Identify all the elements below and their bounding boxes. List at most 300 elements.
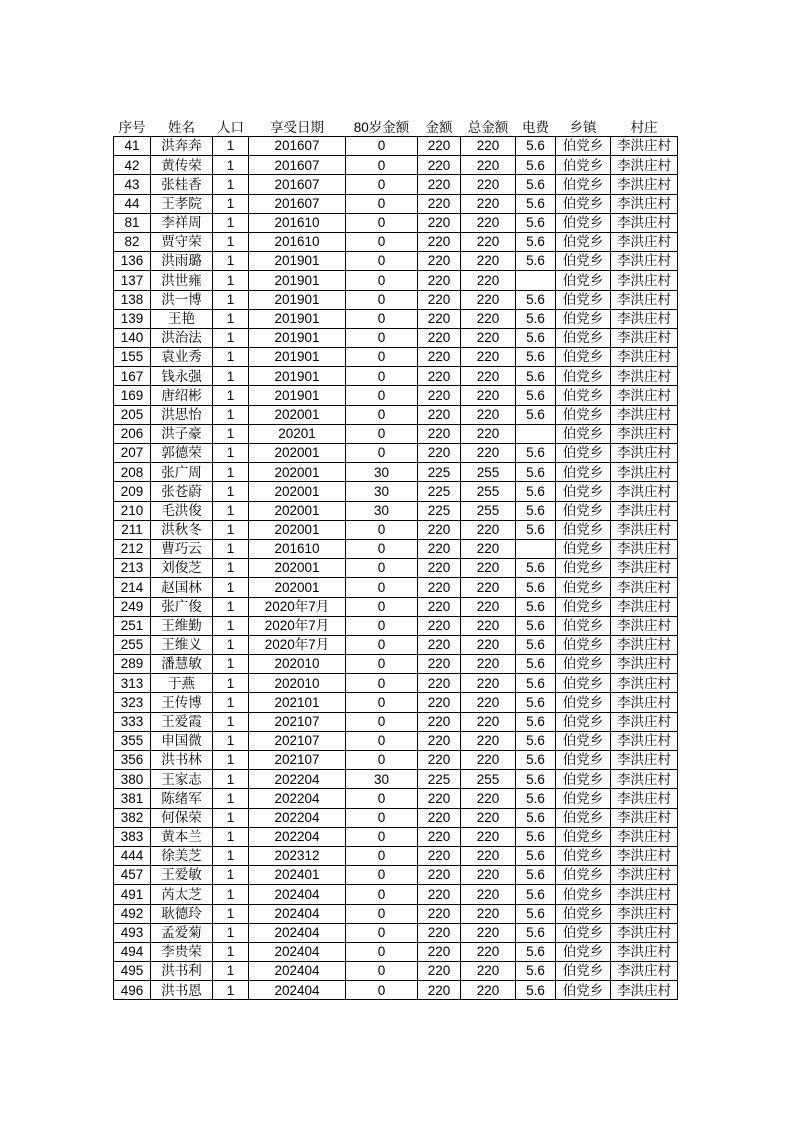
- cell-amount-80: 0: [346, 808, 418, 827]
- cell-township: 伯党乡: [556, 156, 611, 175]
- cell-total-amount: 220: [461, 635, 516, 654]
- cell-amount-80: 0: [346, 252, 418, 271]
- cell-population: 1: [213, 981, 249, 1000]
- cell-serial-number: 167: [114, 367, 151, 386]
- cell-benefit-date: 201607: [249, 137, 346, 156]
- cell-total-amount: 220: [461, 923, 516, 942]
- cell-amount-80: 30: [346, 770, 418, 789]
- cell-amount: 220: [418, 751, 461, 770]
- cell-amount-80: 0: [346, 655, 418, 674]
- cell-amount-80: 0: [346, 213, 418, 232]
- cell-electricity-fee: 5.6: [516, 981, 556, 1000]
- column-header-amount: 金额: [425, 120, 453, 135]
- cell-benefit-date: 201610: [249, 539, 346, 558]
- cell-total-amount: 220: [461, 789, 516, 808]
- cell-amount: 220: [418, 635, 461, 654]
- column-header-township: 乡镇: [569, 120, 597, 135]
- cell-township: 伯党乡: [556, 751, 611, 770]
- cell-village: 李洪庄村: [611, 386, 678, 405]
- column-header-population: 人口: [217, 120, 244, 135]
- cell-township: 伯党乡: [556, 175, 611, 194]
- cell-township: 伯党乡: [556, 904, 611, 923]
- cell-serial-number: 137: [114, 271, 151, 290]
- table-row: [114, 213, 678, 232]
- cell-village: 李洪庄村: [611, 578, 678, 597]
- cell-name: 孟爱菊: [151, 923, 213, 942]
- table-row: [114, 290, 678, 309]
- cell-benefit-date: 202001: [249, 578, 346, 597]
- cell-village: 李洪庄村: [611, 751, 678, 770]
- cell-amount-80: 0: [346, 751, 418, 770]
- cell-name: 钱永强: [151, 367, 213, 386]
- cell-total-amount: 220: [461, 232, 516, 251]
- cell-population: 1: [213, 635, 249, 654]
- cell-population: 1: [213, 213, 249, 232]
- cell-amount: 220: [418, 616, 461, 635]
- cell-name: 赵国林: [151, 578, 213, 597]
- cell-total-amount: 220: [461, 405, 516, 424]
- cell-name: 洪子豪: [151, 424, 213, 443]
- table-row: [114, 424, 678, 443]
- cell-township: 伯党乡: [556, 770, 611, 789]
- cell-benefit-date: 202404: [249, 904, 346, 923]
- cell-amount-80: 0: [346, 635, 418, 654]
- cell-township: 伯党乡: [556, 424, 611, 443]
- cell-total-amount: 220: [461, 444, 516, 463]
- cell-total-amount: 220: [461, 885, 516, 904]
- cell-serial-number: 496: [114, 981, 151, 1000]
- cell-serial-number: 313: [114, 674, 151, 693]
- cell-township: 伯党乡: [556, 271, 611, 290]
- cell-serial-number: 139: [114, 309, 151, 328]
- cell-name: 张广俊: [151, 597, 213, 616]
- cell-serial-number: 81: [114, 213, 151, 232]
- cell-population: 1: [213, 463, 249, 482]
- cell-serial-number: 211: [114, 520, 151, 539]
- cell-amount: 220: [418, 962, 461, 981]
- cell-village: 李洪庄村: [611, 655, 678, 674]
- cell-population: 1: [213, 789, 249, 808]
- cell-serial-number: 249: [114, 597, 151, 616]
- cell-township: 伯党乡: [556, 616, 611, 635]
- cell-amount: 220: [418, 942, 461, 961]
- cell-village: 李洪庄村: [611, 923, 678, 942]
- cell-village: 李洪庄村: [611, 885, 678, 904]
- cell-amount-80: 0: [346, 962, 418, 981]
- cell-total-amount: 220: [461, 866, 516, 885]
- cell-village: 李洪庄村: [611, 520, 678, 539]
- cell-village: 李洪庄村: [611, 213, 678, 232]
- cell-village: 李洪庄村: [611, 405, 678, 424]
- cell-village: 李洪庄村: [611, 693, 678, 712]
- table-row: [114, 559, 678, 578]
- cell-township: 伯党乡: [556, 559, 611, 578]
- cell-township: 伯党乡: [556, 942, 611, 961]
- cell-population: 1: [213, 175, 249, 194]
- table-row: [114, 463, 678, 482]
- cell-electricity-fee: 5.6: [516, 693, 556, 712]
- cell-amount: 220: [418, 290, 461, 309]
- cell-population: 1: [213, 578, 249, 597]
- cell-amount: 220: [418, 674, 461, 693]
- cell-electricity-fee: 5.6: [516, 194, 556, 213]
- cell-total-amount: 220: [461, 194, 516, 213]
- cell-amount-80: 0: [346, 290, 418, 309]
- cell-population: 1: [213, 597, 249, 616]
- cell-total-amount: 220: [461, 904, 516, 923]
- cell-serial-number: 136: [114, 252, 151, 271]
- cell-amount-80: 30: [346, 482, 418, 501]
- table-row: [114, 309, 678, 328]
- cell-population: 1: [213, 808, 249, 827]
- table-row: [114, 405, 678, 424]
- cell-electricity-fee: 5.6: [516, 213, 556, 232]
- cell-amount: 220: [418, 981, 461, 1000]
- cell-electricity-fee: 5.6: [516, 942, 556, 961]
- table-row: [114, 827, 678, 846]
- cell-amount-80: 0: [346, 904, 418, 923]
- cell-population: 1: [213, 252, 249, 271]
- cell-electricity-fee: 5.6: [516, 232, 556, 251]
- cell-amount-80: 0: [346, 175, 418, 194]
- column-header-name: 姓名: [168, 120, 195, 135]
- cell-village: 李洪庄村: [611, 712, 678, 731]
- table-row: [114, 539, 678, 558]
- cell-benefit-date: 201901: [249, 271, 346, 290]
- cell-benefit-date: 201901: [249, 328, 346, 347]
- cell-name: 王艳: [151, 309, 213, 328]
- cell-township: 伯党乡: [556, 712, 611, 731]
- cell-serial-number: 210: [114, 501, 151, 520]
- cell-total-amount: 220: [461, 981, 516, 1000]
- cell-amount-80: 0: [346, 309, 418, 328]
- cell-benefit-date: 201610: [249, 213, 346, 232]
- cell-name: 洪秋冬: [151, 520, 213, 539]
- cell-name: 贾守荣: [151, 232, 213, 251]
- cell-name: 洪世雍: [151, 271, 213, 290]
- cell-township: 伯党乡: [556, 923, 611, 942]
- cell-name: 洪治法: [151, 328, 213, 347]
- cell-township: 伯党乡: [556, 367, 611, 386]
- cell-amount: 220: [418, 789, 461, 808]
- cell-total-amount: 220: [461, 712, 516, 731]
- column-header-serial-number: 序号: [118, 120, 146, 135]
- cell-benefit-date: 202404: [249, 962, 346, 981]
- cell-township: 伯党乡: [556, 290, 611, 309]
- cell-electricity-fee: 5.6: [516, 348, 556, 367]
- cell-amount: 225: [418, 770, 461, 789]
- cell-amount: 220: [418, 866, 461, 885]
- cell-amount-80: 0: [346, 232, 418, 251]
- table-row: [114, 655, 678, 674]
- cell-township: 伯党乡: [556, 578, 611, 597]
- cell-benefit-date: 201901: [249, 309, 346, 328]
- cell-township: 伯党乡: [556, 252, 611, 271]
- table-row: [114, 674, 678, 693]
- cell-serial-number: 44: [114, 194, 151, 213]
- cell-total-amount: 220: [461, 309, 516, 328]
- cell-township: 伯党乡: [556, 194, 611, 213]
- cell-village: 李洪庄村: [611, 981, 678, 1000]
- cell-population: 1: [213, 693, 249, 712]
- cell-electricity-fee: 5.6: [516, 405, 556, 424]
- table-row: [114, 367, 678, 386]
- cell-village: 李洪庄村: [611, 309, 678, 328]
- cell-benefit-date: 202001: [249, 520, 346, 539]
- cell-village: 李洪庄村: [611, 539, 678, 558]
- cell-total-amount: 255: [461, 770, 516, 789]
- cell-population: 1: [213, 751, 249, 770]
- cell-total-amount: 220: [461, 348, 516, 367]
- cell-electricity-fee: 5.6: [516, 712, 556, 731]
- cell-village: 李洪庄村: [611, 501, 678, 520]
- cell-amount: 220: [418, 232, 461, 251]
- cell-amount: 220: [418, 693, 461, 712]
- cell-electricity-fee: 5.6: [516, 501, 556, 520]
- cell-benefit-date: 201607: [249, 194, 346, 213]
- cell-population: 1: [213, 232, 249, 251]
- cell-electricity-fee: [516, 424, 556, 443]
- cell-population: 1: [213, 923, 249, 942]
- cell-electricity-fee: 5.6: [516, 328, 556, 347]
- cell-electricity-fee: 5.6: [516, 904, 556, 923]
- cell-name: 徐美芝: [151, 846, 213, 865]
- cell-township: 伯党乡: [556, 866, 611, 885]
- cell-village: 李洪庄村: [611, 846, 678, 865]
- cell-total-amount: 220: [461, 731, 516, 750]
- cell-village: 李洪庄村: [611, 444, 678, 463]
- cell-village: 李洪庄村: [611, 789, 678, 808]
- cell-township: 伯党乡: [556, 731, 611, 750]
- cell-electricity-fee: 5.6: [516, 885, 556, 904]
- cell-name: 张广周: [151, 463, 213, 482]
- cell-population: 1: [213, 290, 249, 309]
- cell-electricity-fee: [516, 271, 556, 290]
- table-row: [114, 597, 678, 616]
- cell-serial-number: 382: [114, 808, 151, 827]
- cell-population: 1: [213, 559, 249, 578]
- cell-amount: 220: [418, 712, 461, 731]
- cell-population: 1: [213, 655, 249, 674]
- cell-amount-80: 0: [346, 578, 418, 597]
- cell-village: 李洪庄村: [611, 962, 678, 981]
- cell-total-amount: 220: [461, 424, 516, 443]
- cell-name: 洪雨璐: [151, 252, 213, 271]
- cell-amount-80: 0: [346, 942, 418, 961]
- cell-electricity-fee: 5.6: [516, 290, 556, 309]
- cell-benefit-date: 202001: [249, 482, 346, 501]
- cell-benefit-date: 202001: [249, 501, 346, 520]
- cell-name: 耿德玲: [151, 904, 213, 923]
- cell-benefit-date: 202107: [249, 731, 346, 750]
- cell-benefit-date: 202404: [249, 885, 346, 904]
- cell-name: 唐绍彬: [151, 386, 213, 405]
- cell-township: 伯党乡: [556, 827, 611, 846]
- table-row: [114, 252, 678, 271]
- cell-population: 1: [213, 827, 249, 846]
- cell-amount: 220: [418, 175, 461, 194]
- cell-population: 1: [213, 405, 249, 424]
- cell-serial-number: 43: [114, 175, 151, 194]
- cell-population: 1: [213, 367, 249, 386]
- cell-township: 伯党乡: [556, 808, 611, 827]
- cell-township: 伯党乡: [556, 962, 611, 981]
- cell-total-amount: 220: [461, 674, 516, 693]
- cell-population: 1: [213, 348, 249, 367]
- cell-village: 李洪庄村: [611, 597, 678, 616]
- cell-total-amount: 220: [461, 367, 516, 386]
- cell-amount-80: 30: [346, 501, 418, 520]
- cell-electricity-fee: 5.6: [516, 137, 556, 156]
- cell-amount: 220: [418, 252, 461, 271]
- cell-electricity-fee: 5.6: [516, 962, 556, 981]
- cell-electricity-fee: 5.6: [516, 597, 556, 616]
- cell-serial-number: 155: [114, 348, 151, 367]
- table-header-row: [114, 116, 678, 137]
- cell-serial-number: 493: [114, 923, 151, 942]
- cell-amount-80: 0: [346, 367, 418, 386]
- cell-village: 李洪庄村: [611, 175, 678, 194]
- cell-benefit-date: 201901: [249, 367, 346, 386]
- cell-township: 伯党乡: [556, 386, 611, 405]
- cell-benefit-date: 202010: [249, 674, 346, 693]
- cell-township: 伯党乡: [556, 405, 611, 424]
- cell-village: 李洪庄村: [611, 367, 678, 386]
- cell-amount: 220: [418, 597, 461, 616]
- cell-benefit-date: 202204: [249, 827, 346, 846]
- cell-population: 1: [213, 616, 249, 635]
- cell-village: 李洪庄村: [611, 482, 678, 501]
- table-row: [114, 482, 678, 501]
- cell-amount: 220: [418, 655, 461, 674]
- cell-total-amount: 255: [461, 463, 516, 482]
- table-row: [114, 520, 678, 539]
- cell-serial-number: 355: [114, 731, 151, 750]
- cell-name: 张苍蔚: [151, 482, 213, 501]
- table-row: [114, 578, 678, 597]
- cell-name: 袁业秀: [151, 348, 213, 367]
- cell-amount-80: 0: [346, 597, 418, 616]
- cell-serial-number: 495: [114, 962, 151, 981]
- table-row: [114, 731, 678, 750]
- cell-name: 曹巧云: [151, 539, 213, 558]
- cell-village: 李洪庄村: [611, 674, 678, 693]
- cell-benefit-date: 202404: [249, 923, 346, 942]
- table-row: [114, 175, 678, 194]
- cell-township: 伯党乡: [556, 309, 611, 328]
- table-row: [114, 846, 678, 865]
- cell-amount-80: 0: [346, 520, 418, 539]
- cell-amount: 220: [418, 731, 461, 750]
- cell-amount-80: 0: [346, 328, 418, 347]
- cell-serial-number: 140: [114, 328, 151, 347]
- cell-benefit-date: 202312: [249, 846, 346, 865]
- cell-electricity-fee: 5.6: [516, 252, 556, 271]
- cell-total-amount: 220: [461, 175, 516, 194]
- cell-amount: 220: [418, 846, 461, 865]
- cell-amount-80: 0: [346, 866, 418, 885]
- cell-population: 1: [213, 962, 249, 981]
- cell-population: 1: [213, 520, 249, 539]
- cell-benefit-date: 201901: [249, 290, 346, 309]
- cell-serial-number: 491: [114, 885, 151, 904]
- table-row: [114, 693, 678, 712]
- cell-amount-80: 0: [346, 674, 418, 693]
- cell-amount-80: 0: [346, 156, 418, 175]
- cell-township: 伯党乡: [556, 539, 611, 558]
- cell-electricity-fee: 5.6: [516, 309, 556, 328]
- cell-benefit-date: 20201: [249, 424, 346, 443]
- cell-population: 1: [213, 482, 249, 501]
- table-row: [114, 328, 678, 347]
- cell-amount-80: 0: [346, 923, 418, 942]
- cell-amount-80: 30: [346, 463, 418, 482]
- cell-serial-number: 492: [114, 904, 151, 923]
- cell-amount-80: 0: [346, 731, 418, 750]
- cell-village: 李洪庄村: [611, 808, 678, 827]
- cell-benefit-date: 2020年7月: [249, 597, 346, 616]
- cell-total-amount: 220: [461, 271, 516, 290]
- cell-electricity-fee: 5.6: [516, 520, 556, 539]
- column-header-electricity-fee: 电费: [522, 120, 549, 135]
- cell-township: 伯党乡: [556, 635, 611, 654]
- cell-electricity-fee: 5.6: [516, 463, 556, 482]
- cell-total-amount: 220: [461, 559, 516, 578]
- cell-township: 伯党乡: [556, 597, 611, 616]
- cell-benefit-date: 201901: [249, 348, 346, 367]
- cell-amount-80: 0: [346, 405, 418, 424]
- cell-electricity-fee: 5.6: [516, 808, 556, 827]
- cell-name: 洪思怡: [151, 405, 213, 424]
- cell-electricity-fee: 5.6: [516, 827, 556, 846]
- cell-amount: 220: [418, 271, 461, 290]
- cell-amount: 220: [418, 367, 461, 386]
- cell-township: 伯党乡: [556, 348, 611, 367]
- cell-name: 陈绪军: [151, 789, 213, 808]
- cell-population: 1: [213, 846, 249, 865]
- cell-serial-number: 209: [114, 482, 151, 501]
- cell-electricity-fee: 5.6: [516, 751, 556, 770]
- cell-amount: 220: [418, 194, 461, 213]
- cell-population: 1: [213, 712, 249, 731]
- cell-benefit-date: 2020年7月: [249, 616, 346, 635]
- cell-benefit-date: 202404: [249, 942, 346, 961]
- cell-benefit-date: 202107: [249, 712, 346, 731]
- cell-village: 李洪庄村: [611, 616, 678, 635]
- cell-benefit-date: 202001: [249, 405, 346, 424]
- cell-village: 李洪庄村: [611, 635, 678, 654]
- cell-electricity-fee: [516, 539, 556, 558]
- cell-serial-number: 212: [114, 539, 151, 558]
- cell-township: 伯党乡: [556, 885, 611, 904]
- cell-serial-number: 82: [114, 232, 151, 251]
- cell-population: 1: [213, 309, 249, 328]
- cell-electricity-fee: 5.6: [516, 578, 556, 597]
- column-header-benefit-date: 享受日期: [270, 120, 324, 135]
- cell-benefit-date: 2020年7月: [249, 635, 346, 654]
- cell-serial-number: 380: [114, 770, 151, 789]
- cell-village: 李洪庄村: [611, 942, 678, 961]
- cell-village: 李洪庄村: [611, 194, 678, 213]
- cell-population: 1: [213, 904, 249, 923]
- cell-serial-number: 169: [114, 386, 151, 405]
- cell-amount-80: 0: [346, 348, 418, 367]
- cell-total-amount: 220: [461, 213, 516, 232]
- cell-amount: 225: [418, 482, 461, 501]
- cell-benefit-date: 202204: [249, 808, 346, 827]
- table-row: [114, 942, 678, 961]
- cell-total-amount: 220: [461, 578, 516, 597]
